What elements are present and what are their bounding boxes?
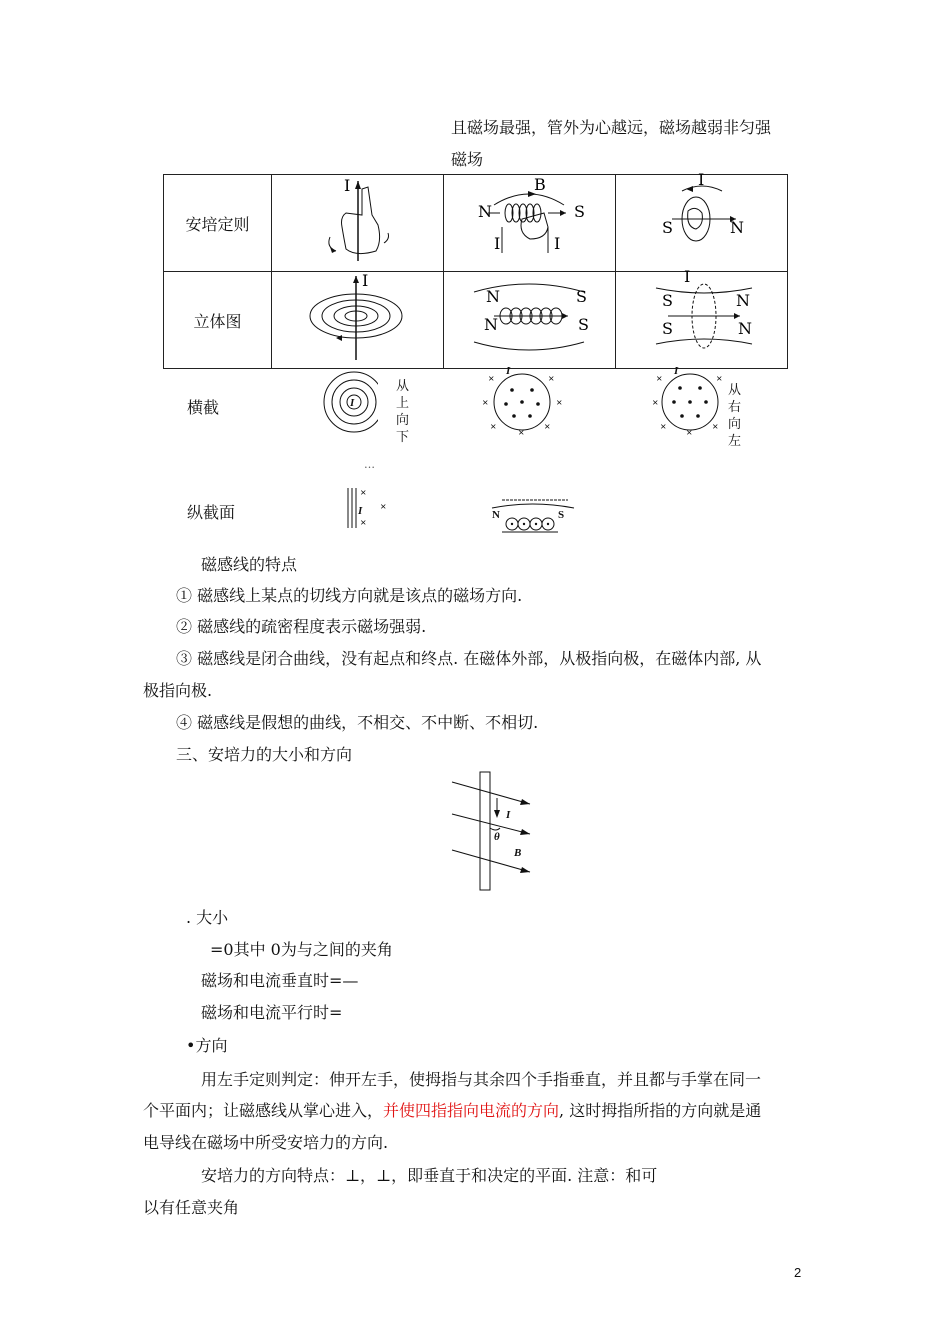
svg-text:×: × bbox=[716, 373, 723, 385]
svg-text:×: × bbox=[556, 397, 563, 409]
magnetic-field-table bbox=[163, 170, 788, 369]
rule-text-before: 个平面内；让磁感线从掌心进入， bbox=[143, 1101, 384, 1120]
svg-text:×: × bbox=[686, 427, 693, 439]
direction-feature-line-1: 安培力的方向特点：⊥，⊥，即垂直于和决定的平面. 注意：和可 bbox=[201, 1166, 658, 1185]
direction-heading: •方向 bbox=[186, 1036, 228, 1055]
right-hand-loop-figure bbox=[616, 170, 787, 267]
cell-solenoid-3d bbox=[444, 272, 616, 369]
solenoid-cross-section-figure bbox=[482, 366, 572, 438]
current-label: I bbox=[358, 505, 363, 517]
svg-text:×: × bbox=[490, 421, 497, 433]
south-label: S bbox=[558, 509, 565, 521]
south-label-lower: S bbox=[662, 319, 673, 338]
ampere-force-figure bbox=[450, 770, 550, 892]
rule-text-after: , 这时拇指所指的方向就是通 bbox=[559, 1101, 762, 1120]
cell-straight-wire-3d bbox=[272, 272, 444, 369]
current-label-left: I bbox=[494, 234, 501, 253]
current-label: I bbox=[684, 267, 691, 286]
solenoid-longitudinal-figure bbox=[488, 494, 578, 538]
view-note-top: 从上向下 bbox=[396, 379, 410, 445]
current-label: I bbox=[674, 365, 679, 377]
view-note-right: 从右向左 bbox=[728, 383, 742, 449]
point-3-line-2: 极指向极. bbox=[143, 681, 213, 700]
right-hand-solenoid-figure bbox=[444, 175, 615, 267]
left-hand-rule-line-2 bbox=[143, 1098, 761, 1121]
current-label-right: I bbox=[554, 234, 561, 253]
svg-text:×: × bbox=[360, 487, 367, 499]
section-heading-lines: 磁感线的特点 bbox=[201, 555, 298, 574]
svg-text:×: × bbox=[712, 421, 719, 433]
wire-longitudinal-figure bbox=[340, 486, 400, 532]
angle-label: θ bbox=[494, 831, 500, 843]
point-1: ① 磁感线上某点的切线方向就是该点的磁场方向. bbox=[176, 586, 523, 605]
svg-text:×: × bbox=[652, 397, 659, 409]
svg-text:×: × bbox=[488, 373, 495, 385]
parallel-case: 磁场和电流平行时= bbox=[201, 1003, 343, 1022]
svg-text:×: × bbox=[380, 501, 387, 513]
size-heading: . 大小 bbox=[186, 908, 229, 927]
solenoid-field-3d-figure bbox=[444, 272, 615, 364]
straight-wire-field-3d-figure bbox=[272, 272, 443, 364]
svg-text:×: × bbox=[518, 427, 525, 439]
cell-loop-3d bbox=[616, 267, 788, 369]
north-label-lower: N bbox=[484, 315, 498, 334]
field-label: B bbox=[534, 175, 546, 194]
ellipsis-mark: … bbox=[364, 458, 375, 471]
south-label: S bbox=[662, 218, 673, 237]
cell-solenoid-rule bbox=[444, 175, 616, 272]
right-hand-straight-wire-figure bbox=[272, 175, 443, 267]
current-label: I bbox=[506, 809, 511, 821]
north-label-lower: N bbox=[738, 319, 752, 338]
south-label-lower: S bbox=[578, 315, 589, 334]
south-label: S bbox=[576, 287, 587, 306]
point-2: ② 磁感线的疏密程度表示磁场强弱. bbox=[176, 617, 427, 636]
field-label: B bbox=[514, 847, 522, 859]
svg-text:×: × bbox=[656, 373, 663, 385]
row-label-ampere-rule: 安培定则 bbox=[164, 175, 272, 272]
cell-straight-wire-rule bbox=[272, 175, 444, 272]
south-label: S bbox=[574, 202, 585, 221]
north-label: N bbox=[492, 509, 500, 521]
cell-loop-rule bbox=[616, 170, 788, 272]
current-label: I bbox=[350, 397, 355, 409]
page-number: 2 bbox=[794, 1265, 802, 1280]
loop-cross-section-figure bbox=[652, 366, 732, 438]
direction-feature-line-2: 以有任意夹角 bbox=[143, 1198, 240, 1217]
rule-highlight: 并使四指指向电流的方向 bbox=[383, 1101, 560, 1120]
svg-text:×: × bbox=[548, 373, 555, 385]
svg-text:×: × bbox=[660, 421, 667, 433]
current-label: I bbox=[344, 176, 351, 195]
intro-line-2: 磁场 bbox=[451, 150, 484, 169]
perpendicular-case: 磁场和电流垂直时=— bbox=[201, 971, 359, 990]
force-formula: =0其中 0为与之间的夹角 bbox=[210, 940, 393, 959]
current-label: I bbox=[506, 365, 511, 377]
north-label: N bbox=[736, 291, 750, 310]
current-label: I bbox=[698, 170, 705, 189]
loop-field-3d-figure bbox=[616, 267, 787, 364]
row-label-3d-view: 立体图 bbox=[164, 272, 272, 369]
svg-text:×: × bbox=[544, 421, 551, 433]
north-label: N bbox=[478, 202, 492, 221]
section-3-heading: 三、安培力的大小和方向 bbox=[176, 745, 353, 764]
point-3-line-1: ③ 磁感线是闭合曲线，没有起点和终点. 在磁体外部，从极指向极，在磁体内部, 从 bbox=[176, 649, 762, 668]
svg-text:×: × bbox=[482, 397, 489, 409]
left-hand-rule-line-3: 电导线在磁场中所受安培力的方向. bbox=[143, 1133, 389, 1152]
point-4: ④ 磁感线是假想的曲线，不相交、不中断、不相切. bbox=[176, 713, 539, 732]
intro-line-1: 且磁场最强，管外为心越远，磁场越弱非匀强 bbox=[451, 118, 772, 137]
left-hand-rule-line-1: 用左手定则判定：伸开左手，使拇指与其余四个手指垂直，并且都与手掌在同一 bbox=[201, 1070, 762, 1089]
north-label: N bbox=[486, 287, 500, 306]
svg-text:×: × bbox=[360, 517, 367, 529]
row-label-cross-section: 横截 bbox=[187, 398, 220, 417]
south-label: S bbox=[662, 291, 673, 310]
row-label-longitudinal: 纵截面 bbox=[187, 503, 236, 522]
north-label: N bbox=[730, 218, 744, 237]
current-label: I bbox=[362, 271, 369, 290]
